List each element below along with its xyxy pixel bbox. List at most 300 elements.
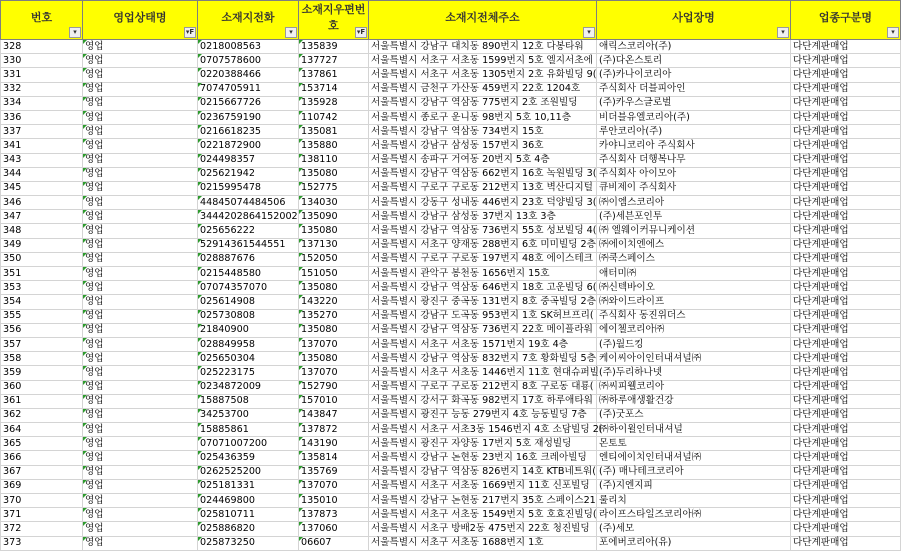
table-cell[interactable]: 다단계판매업 — [791, 181, 901, 195]
table-cell[interactable]: 서울특별시 송파구 거여동 20번지 5호 4층 — [369, 153, 597, 167]
table-cell[interactable]: 361 — [1, 394, 83, 408]
table-cell[interactable]: 영업 — [83, 68, 198, 82]
table-cell[interactable]: 336 — [1, 110, 83, 124]
table-cell[interactable]: 028887676 — [198, 252, 299, 266]
table-cell[interactable]: (주) 매나테크코리아 — [597, 465, 791, 479]
table-cell[interactable]: 다단계판매업 — [791, 380, 901, 394]
table-cell[interactable]: 157010 — [299, 394, 369, 408]
table-cell[interactable]: 서울특별시 서초구 양재동 288번지 6호 미미빌딩 2층 — [369, 238, 597, 252]
table-cell[interactable]: 344 — [1, 167, 83, 181]
table-cell[interactable]: 다단계판매업 — [791, 451, 901, 465]
table-cell[interactable]: 영업 — [83, 494, 198, 508]
table-cell[interactable]: 025656222 — [198, 224, 299, 238]
table-cell[interactable]: 서울특별시 관악구 봉천동 1656번지 15호 — [369, 267, 597, 281]
table-cell[interactable]: 영업 — [83, 238, 198, 252]
table-cell[interactable]: 영업 — [83, 394, 198, 408]
table-cell[interactable]: 137070 — [299, 479, 369, 493]
column-header-industry: 업종구분명 ▾ — [791, 1, 901, 40]
table-cell[interactable]: 15887508 — [198, 394, 299, 408]
table-cell[interactable]: 서울특별시 광진구 자양동 17번지 5호 재성빌딩 — [369, 437, 597, 451]
table-cell[interactable]: 서울특별시 강남구 도곡동 953번지 1호 SK허브프리( — [369, 309, 597, 323]
table-row — [1, 408, 901, 422]
table-cell[interactable]: 서울특별시 종로구 운니동 98번지 5호 10,11층 — [369, 110, 597, 124]
table-cell[interactable]: 0262525200 — [198, 465, 299, 479]
table-cell[interactable]: 주식회사 더블피아인 — [597, 82, 791, 96]
table-cell[interactable]: 0218008563 — [198, 40, 299, 54]
filter-active-icon[interactable]: ▾F — [356, 28, 366, 36]
table-cell[interactable]: 주식회사 아이모아 — [597, 167, 791, 181]
table-cell[interactable]: 서울특별시 서초구 서초동 1549번지 5호 호효진빌딩( — [369, 508, 597, 522]
header-row — [1, 1, 901, 40]
table-cell[interactable]: 137727 — [299, 54, 369, 68]
table-cell[interactable]: 337 — [1, 125, 83, 139]
table-cell[interactable]: 328 — [1, 40, 83, 54]
table-cell[interactable]: 다단계판매업 — [791, 536, 901, 550]
table-row — [1, 281, 901, 295]
table-cell[interactable]: 370 — [1, 494, 83, 508]
table-cell[interactable]: 다단계판매업 — [791, 494, 901, 508]
table-cell[interactable]: 케이씨아이인터내셔널㈜ — [597, 352, 791, 366]
table-cell[interactable]: 서울특별시 서초구 서초동 1688번지 1호 — [369, 536, 597, 550]
table-cell[interactable]: 영업 — [83, 437, 198, 451]
table-cell[interactable]: 서울특별시 강남구 역삼동 662번지 16호 녹원빌딩 3( — [369, 167, 597, 181]
table-cell[interactable]: 347 — [1, 210, 83, 224]
table-cell[interactable]: 영업 — [83, 181, 198, 195]
table-cell[interactable]: (주)지엔지피 — [597, 479, 791, 493]
table-cell[interactable]: 다단계판매업 — [791, 337, 901, 351]
table-cell[interactable]: (주)굿포스 — [597, 408, 791, 422]
column-header-number: 번호 ▾ — [1, 1, 83, 40]
table-cell[interactable]: 서울특별시 강남구 대치동 890번지 12호 다봉타워 — [369, 40, 597, 54]
table-cell[interactable]: 135081 — [299, 125, 369, 139]
table-cell[interactable]: ㈜하이윌인터내셔널 — [597, 423, 791, 437]
table-cell[interactable]: 영업 — [83, 536, 198, 550]
table-cell[interactable]: 349 — [1, 238, 83, 252]
table-cell[interactable]: 서울특별시 금천구 가산동 459번지 22호 1204호 — [369, 82, 597, 96]
table-row — [1, 252, 901, 266]
table-cell[interactable]: 359 — [1, 366, 83, 380]
table-cell[interactable]: 357 — [1, 337, 83, 351]
table-cell[interactable]: 3444202864152002 — [198, 210, 299, 224]
table-row — [1, 494, 901, 508]
table-cell[interactable]: 서울특별시 강남구 삼성동 157번지 36호 — [369, 139, 597, 153]
table-cell[interactable]: 372 — [1, 522, 83, 536]
table-cell[interactable]: 영업 — [83, 281, 198, 295]
table-cell[interactable]: 025886820 — [198, 522, 299, 536]
table-cell[interactable]: 루안코리아(주) — [597, 125, 791, 139]
table-cell[interactable]: 영업 — [83, 522, 198, 536]
table-row — [1, 451, 901, 465]
table-cell[interactable]: 138110 — [299, 153, 369, 167]
table-cell[interactable]: 영업 — [83, 323, 198, 337]
table-cell[interactable]: 다단계판매업 — [791, 210, 901, 224]
table-cell[interactable]: 포에버코리아(유) — [597, 536, 791, 550]
table-cell[interactable]: 15885861 — [198, 423, 299, 437]
table-body — [1, 40, 901, 551]
table-cell[interactable]: 서울특별시 강서구 화곡동 982번지 17호 하루애타워 — [369, 394, 597, 408]
table-cell[interactable]: 135080 — [299, 352, 369, 366]
table-row — [1, 437, 901, 451]
table-cell[interactable]: 135090 — [299, 210, 369, 224]
table-cell[interactable]: 135080 — [299, 323, 369, 337]
table-cell[interactable]: 0220388466 — [198, 68, 299, 82]
table-cell[interactable]: 영업 — [83, 110, 198, 124]
table-cell[interactable]: 025223175 — [198, 366, 299, 380]
table-cell[interactable]: 358 — [1, 352, 83, 366]
table-cell[interactable]: 영업 — [83, 451, 198, 465]
table-row — [1, 522, 901, 536]
table-cell[interactable]: 다단계판매업 — [791, 139, 901, 153]
filter-active-icon[interactable]: ▾F — [185, 28, 195, 36]
table-cell[interactable]: (주)월드킹 — [597, 337, 791, 351]
table-cell[interactable]: 330 — [1, 54, 83, 68]
table-cell[interactable]: 137872 — [299, 423, 369, 437]
filter-dropdown-icon[interactable]: ▾ — [887, 27, 899, 38]
table-cell[interactable]: 다단계판매업 — [791, 54, 901, 68]
table-cell[interactable]: 다단계판매업 — [791, 238, 901, 252]
table-cell[interactable]: 025650304 — [198, 352, 299, 366]
table-row — [1, 96, 901, 110]
table-cell[interactable]: 346 — [1, 196, 83, 210]
table-row — [1, 210, 901, 224]
table-cell[interactable]: 0216618235 — [198, 125, 299, 139]
table-cell[interactable]: 영업 — [83, 295, 198, 309]
table-cell[interactable]: 영업 — [83, 479, 198, 493]
table-cell[interactable]: 356 — [1, 323, 83, 337]
table-cell[interactable]: 영업 — [83, 167, 198, 181]
table-cell[interactable]: 06607 — [299, 536, 369, 550]
table-cell[interactable]: 영업 — [83, 408, 198, 422]
table-cell[interactable]: 다단계판매업 — [791, 281, 901, 295]
table-cell[interactable]: 서울특별시 강남구 역삼동 832번지 7호 황화빌딩 5층 — [369, 352, 597, 366]
table-cell[interactable]: ㈜ 엘웨이커뮤니케이션 — [597, 224, 791, 238]
table-cell[interactable]: 다단계판매업 — [791, 68, 901, 82]
table-cell[interactable]: 다단계판매업 — [791, 309, 901, 323]
table-cell[interactable]: 영업 — [83, 352, 198, 366]
filter-dropdown-icon[interactable]: ▾ — [285, 27, 297, 38]
table-cell[interactable]: 카야니코리아 주식회사 — [597, 139, 791, 153]
table-cell[interactable]: 137070 — [299, 337, 369, 351]
table-cell[interactable]: 서울특별시 강남구 삼성동 37번지 13호 3층 — [369, 210, 597, 224]
table-cell[interactable]: (주)두리하나넷 — [597, 366, 791, 380]
table-row — [1, 394, 901, 408]
table-cell[interactable]: 135928 — [299, 96, 369, 110]
table-cell[interactable]: 354 — [1, 295, 83, 309]
table-cell[interactable]: 0215995478 — [198, 181, 299, 195]
table-cell[interactable]: 영업 — [83, 224, 198, 238]
table-cell[interactable]: 369 — [1, 479, 83, 493]
table-cell[interactable]: ㈜에이치엔에스 — [597, 238, 791, 252]
table-cell[interactable]: 025181331 — [198, 479, 299, 493]
table-cell[interactable]: 영업 — [83, 366, 198, 380]
table-cell[interactable]: 서울특별시 서초구 서초동 1599번지 5호 엘지서초에 — [369, 54, 597, 68]
table-cell[interactable]: 135839 — [299, 40, 369, 54]
table-cell[interactable]: 367 — [1, 465, 83, 479]
table-cell[interactable]: 룰리치 — [597, 494, 791, 508]
table-row — [1, 352, 901, 366]
table-cell[interactable]: 135769 — [299, 465, 369, 479]
table-cell[interactable]: 025436359 — [198, 451, 299, 465]
table-cell[interactable]: 서울특별시 강동구 성내동 446번지 23호 덕양빌딩 3( — [369, 196, 597, 210]
table-cell[interactable]: 몬토토 — [597, 437, 791, 451]
table-row — [1, 110, 901, 124]
table-cell[interactable]: 다단계판매업 — [791, 352, 901, 366]
table-cell[interactable]: 341 — [1, 139, 83, 153]
table-cell[interactable]: (주)세모 — [597, 522, 791, 536]
table-row — [1, 267, 901, 281]
table-cell[interactable]: 365 — [1, 437, 83, 451]
table-cell[interactable]: 152050 — [299, 252, 369, 266]
table-row — [1, 295, 901, 309]
table-cell[interactable]: ㈜씨피웰코리아 — [597, 380, 791, 394]
table-cell[interactable]: 024498357 — [198, 153, 299, 167]
table-cell[interactable]: 025873250 — [198, 536, 299, 550]
table-cell[interactable]: 다단계판매업 — [791, 295, 901, 309]
table-cell[interactable]: 025810711 — [198, 508, 299, 522]
table-cell[interactable]: 137060 — [299, 522, 369, 536]
table-cell[interactable]: 135080 — [299, 167, 369, 181]
table-cell[interactable]: 영업 — [83, 40, 198, 54]
table-cell[interactable]: 135814 — [299, 451, 369, 465]
table-cell[interactable]: ㈜쿡스페이스 — [597, 252, 791, 266]
table-cell[interactable]: 360 — [1, 380, 83, 394]
table-cell[interactable]: 서울특별시 서초구 서초동 1305번지 2호 유화빌딩 9( — [369, 68, 597, 82]
filter-dropdown-icon[interactable]: ▾ — [69, 27, 81, 38]
table-cell[interactable]: 다단계판매업 — [791, 423, 901, 437]
table-cell[interactable]: 143220 — [299, 295, 369, 309]
table-cell[interactable]: 028849958 — [198, 337, 299, 351]
table-cell[interactable]: 서울특별시 서초구 서초동 1669번지 11호 신포빌딩 — [369, 479, 597, 493]
table-cell[interactable]: 137070 — [299, 366, 369, 380]
table-cell[interactable]: 다단계판매업 — [791, 252, 901, 266]
table-cell[interactable]: ㈜신텍바이오 — [597, 281, 791, 295]
table-cell[interactable]: 0234872009 — [198, 380, 299, 394]
table-cell[interactable]: 영업 — [83, 508, 198, 522]
table-cell[interactable]: 라이프스타일즈코리아㈜ — [597, 508, 791, 522]
table-cell[interactable]: 345 — [1, 181, 83, 195]
table-cell[interactable]: 영업 — [83, 210, 198, 224]
table-cell[interactable]: 서울특별시 구로구 구로동 197번지 48호 에이스테크 — [369, 252, 597, 266]
table-row — [1, 337, 901, 351]
table-cell[interactable]: 서울특별시 강남구 역삼동 826번지 14호 KTB네트워( — [369, 465, 597, 479]
table-cell[interactable]: 다단계판매업 — [791, 110, 901, 124]
table-cell[interactable]: 334 — [1, 96, 83, 110]
table-cell[interactable]: 348 — [1, 224, 83, 238]
table-cell[interactable]: 143847 — [299, 408, 369, 422]
table-cell[interactable]: ㈜와이드라이프 — [597, 295, 791, 309]
table-cell[interactable]: 21840900 — [198, 323, 299, 337]
table-row — [1, 40, 901, 54]
table-cell[interactable]: 영업 — [83, 125, 198, 139]
table-cell[interactable]: 355 — [1, 309, 83, 323]
table-cell[interactable]: 서울특별시 강남구 역삼동 736번지 22호 메이플라워 — [369, 323, 597, 337]
table-cell[interactable]: 371 — [1, 508, 83, 522]
table-cell[interactable]: 서울특별시 서초구 서초동 1446번지 11호 현대슈퍼빌 — [369, 366, 597, 380]
table-row — [1, 68, 901, 82]
table-cell[interactable]: ㈜이엠스코리아 — [597, 196, 791, 210]
table-cell[interactable]: 0215448580 — [198, 267, 299, 281]
table-cell[interactable]: 서울특별시 구로구 구로동 212번지 13호 벽산디지털 — [369, 181, 597, 195]
table-cell[interactable]: 다단계판매업 — [791, 323, 901, 337]
filter-dropdown-icon[interactable]: ▾ — [777, 27, 789, 38]
table-cell[interactable]: 영업 — [83, 252, 198, 266]
table-row — [1, 366, 901, 380]
table-cell[interactable]: 영업 — [83, 196, 198, 210]
table-cell[interactable]: 영업 — [83, 309, 198, 323]
table-cell[interactable]: 135080 — [299, 281, 369, 295]
table-cell[interactable]: 영업 — [83, 96, 198, 110]
table-cell[interactable]: 다단계판매업 — [791, 167, 901, 181]
table-cell[interactable]: 다단계판매업 — [791, 267, 901, 281]
table-cell[interactable]: 134030 — [299, 196, 369, 210]
table-cell[interactable]: 135880 — [299, 139, 369, 153]
table-cell[interactable]: 애터미㈜ — [597, 267, 791, 281]
table-cell[interactable]: 353 — [1, 281, 83, 295]
table-cell[interactable]: 영업 — [83, 139, 198, 153]
table-row — [1, 167, 901, 181]
table-cell[interactable]: 025614908 — [198, 295, 299, 309]
table-cell[interactable]: 다단계판매업 — [791, 366, 901, 380]
table-cell[interactable]: 137130 — [299, 238, 369, 252]
table-row — [1, 224, 901, 238]
table-cell[interactable]: 애릭스코리아(주) — [597, 40, 791, 54]
table-cell[interactable]: 364 — [1, 423, 83, 437]
table-cell[interactable]: 다단계판매업 — [791, 224, 901, 238]
table-cell[interactable]: ㈜하루애생활건강 — [597, 394, 791, 408]
table-cell[interactable]: 영업 — [83, 337, 198, 351]
table-cell[interactable]: 주식회사 더행복나무 — [597, 153, 791, 167]
table-cell[interactable]: 영업 — [83, 54, 198, 68]
table-cell[interactable]: 영업 — [83, 267, 198, 281]
table-row — [1, 423, 901, 437]
table-cell[interactable]: 44845074484506 — [198, 196, 299, 210]
table-row — [1, 508, 901, 522]
table-cell[interactable]: 135010 — [299, 494, 369, 508]
table-cell[interactable]: 152775 — [299, 181, 369, 195]
table-cell[interactable]: 에이첼코리아㈜ — [597, 323, 791, 337]
table-cell[interactable]: 332 — [1, 82, 83, 96]
table-cell[interactable]: 34253700 — [198, 408, 299, 422]
table-cell[interactable]: 서울특별시 서초구 서초동 1571번지 19호 4층 — [369, 337, 597, 351]
table-cell[interactable]: 큐비제이 주식회사 — [597, 181, 791, 195]
table-cell[interactable]: 비더블유엘코리아(주) — [597, 110, 791, 124]
filter-dropdown-icon[interactable]: ▾ — [583, 27, 595, 38]
table-cell[interactable]: 영업 — [83, 423, 198, 437]
table-cell[interactable]: 135270 — [299, 309, 369, 323]
table-cell[interactable]: 362 — [1, 408, 83, 422]
column-header-address: 소재지전체주소 ▾ — [369, 1, 597, 40]
table-row — [1, 238, 901, 252]
table-cell[interactable]: (주)다온스토리 — [597, 54, 791, 68]
table-cell[interactable]: 151050 — [299, 267, 369, 281]
column-header-business-name: 사업장명 ▾ — [597, 1, 791, 40]
table-cell[interactable]: 서울특별시 강남구 논현동 217번지 35호 스페이스21 — [369, 494, 597, 508]
table-cell[interactable]: 다단계판매업 — [791, 196, 901, 210]
table-cell[interactable]: 0215667726 — [198, 96, 299, 110]
table-cell[interactable]: 0236759190 — [198, 110, 299, 124]
table-cell[interactable]: 137873 — [299, 508, 369, 522]
table-row — [1, 309, 901, 323]
table-row — [1, 82, 901, 96]
table-cell[interactable]: 0707578600 — [198, 54, 299, 68]
table-cell[interactable]: 다단계판매업 — [791, 82, 901, 96]
table-cell[interactable]: 다단계판매업 — [791, 125, 901, 139]
table-cell[interactable]: 서울특별시 광진구 중곡동 131번지 8호 중곡빌딩 2층 — [369, 295, 597, 309]
table-cell[interactable]: 영업 — [83, 82, 198, 96]
table-row — [1, 181, 901, 195]
table-cell[interactable]: 서울특별시 구로구 구로동 212번지 8호 구로동 대룡( — [369, 380, 597, 394]
table-cell[interactable]: (주)세븐포인투 — [597, 210, 791, 224]
table-cell[interactable]: 07074357070 — [198, 281, 299, 295]
table-cell[interactable]: 다단계판매업 — [791, 153, 901, 167]
table-cell[interactable]: 서울특별시 서초구 서초3동 1546번지 4호 소담빌딩 2( — [369, 423, 597, 437]
table-cell[interactable]: 서울특별시 서초구 방배2동 475번지 22호 청진빌딩 — [369, 522, 597, 536]
table-cell[interactable]: 343 — [1, 153, 83, 167]
table-cell[interactable]: 서울특별시 강남구 역삼동 775번지 2호 조원빌딩 — [369, 96, 597, 110]
table-cell[interactable]: 7074705911 — [198, 82, 299, 96]
table-cell[interactable]: 0221872900 — [198, 139, 299, 153]
table-cell[interactable]: 서울특별시 강남구 역삼동 736번지 55호 성보빌딩 4( — [369, 224, 597, 238]
table-cell[interactable]: 350 — [1, 252, 83, 266]
table-cell[interactable]: 025730808 — [198, 309, 299, 323]
table-row — [1, 380, 901, 394]
column-header-phone: 소재지전화 ▾ — [198, 1, 299, 40]
table-row — [1, 125, 901, 139]
table-cell[interactable]: 서울특별시 강남구 역삼동 734번지 15호 — [369, 125, 597, 139]
table-cell[interactable]: 152790 — [299, 380, 369, 394]
table-cell[interactable]: 영업 — [83, 380, 198, 394]
table-cell[interactable]: 주식회사 동진위더스 — [597, 309, 791, 323]
table-cell[interactable]: 다단계판매업 — [791, 508, 901, 522]
table-cell[interactable]: 영업 — [83, 153, 198, 167]
table-cell[interactable]: 다단계판매업 — [791, 394, 901, 408]
table-row — [1, 323, 901, 337]
table-row — [1, 153, 901, 167]
table-cell[interactable]: 다단계판매업 — [791, 479, 901, 493]
table-cell[interactable]: 024469800 — [198, 494, 299, 508]
table-row — [1, 536, 901, 550]
table-row — [1, 54, 901, 68]
table-cell[interactable]: 373 — [1, 536, 83, 550]
table-cell[interactable]: 137861 — [299, 68, 369, 82]
table-cell[interactable]: 07071007200 — [198, 437, 299, 451]
table-cell[interactable]: 다단계판매업 — [791, 408, 901, 422]
table-cell[interactable]: 331 — [1, 68, 83, 82]
table-cell[interactable]: 52914361544551 — [198, 238, 299, 252]
table-cell[interactable]: 153714 — [299, 82, 369, 96]
table-cell[interactable]: 025621942 — [198, 167, 299, 181]
table-cell[interactable]: 서울특별시 강남구 논현동 23번지 16호 크레아빌딩 — [369, 451, 597, 465]
table-cell[interactable]: 135080 — [299, 224, 369, 238]
table-cell[interactable]: (주)카나이코리아 — [597, 68, 791, 82]
table-cell[interactable]: 다단계판매업 — [791, 96, 901, 110]
table-cell[interactable]: 366 — [1, 451, 83, 465]
table-cell[interactable]: 110742 — [299, 110, 369, 124]
table-row — [1, 139, 901, 153]
table-cell[interactable]: 다단계판매업 — [791, 522, 901, 536]
table-cell[interactable]: (주)카우스글로벌 — [597, 96, 791, 110]
table-cell[interactable]: 엔티에이치인터내셔널㈜ — [597, 451, 791, 465]
table-cell[interactable]: 다단계판매업 — [791, 465, 901, 479]
column-header-business-status: 영업상태명 ▾F — [83, 1, 198, 40]
table-cell[interactable]: 영업 — [83, 465, 198, 479]
table-cell[interactable]: 143190 — [299, 437, 369, 451]
table-cell[interactable]: 다단계판매업 — [791, 437, 901, 451]
table-cell[interactable]: 351 — [1, 267, 83, 281]
table-cell[interactable]: 서울특별시 광진구 능동 279번지 4호 능동빌딩 7층 — [369, 408, 597, 422]
table-cell[interactable]: 다단계판매업 — [791, 40, 901, 54]
table-cell[interactable]: 서울특별시 강남구 역삼동 646번지 18호 고운빌딩 6( — [369, 281, 597, 295]
